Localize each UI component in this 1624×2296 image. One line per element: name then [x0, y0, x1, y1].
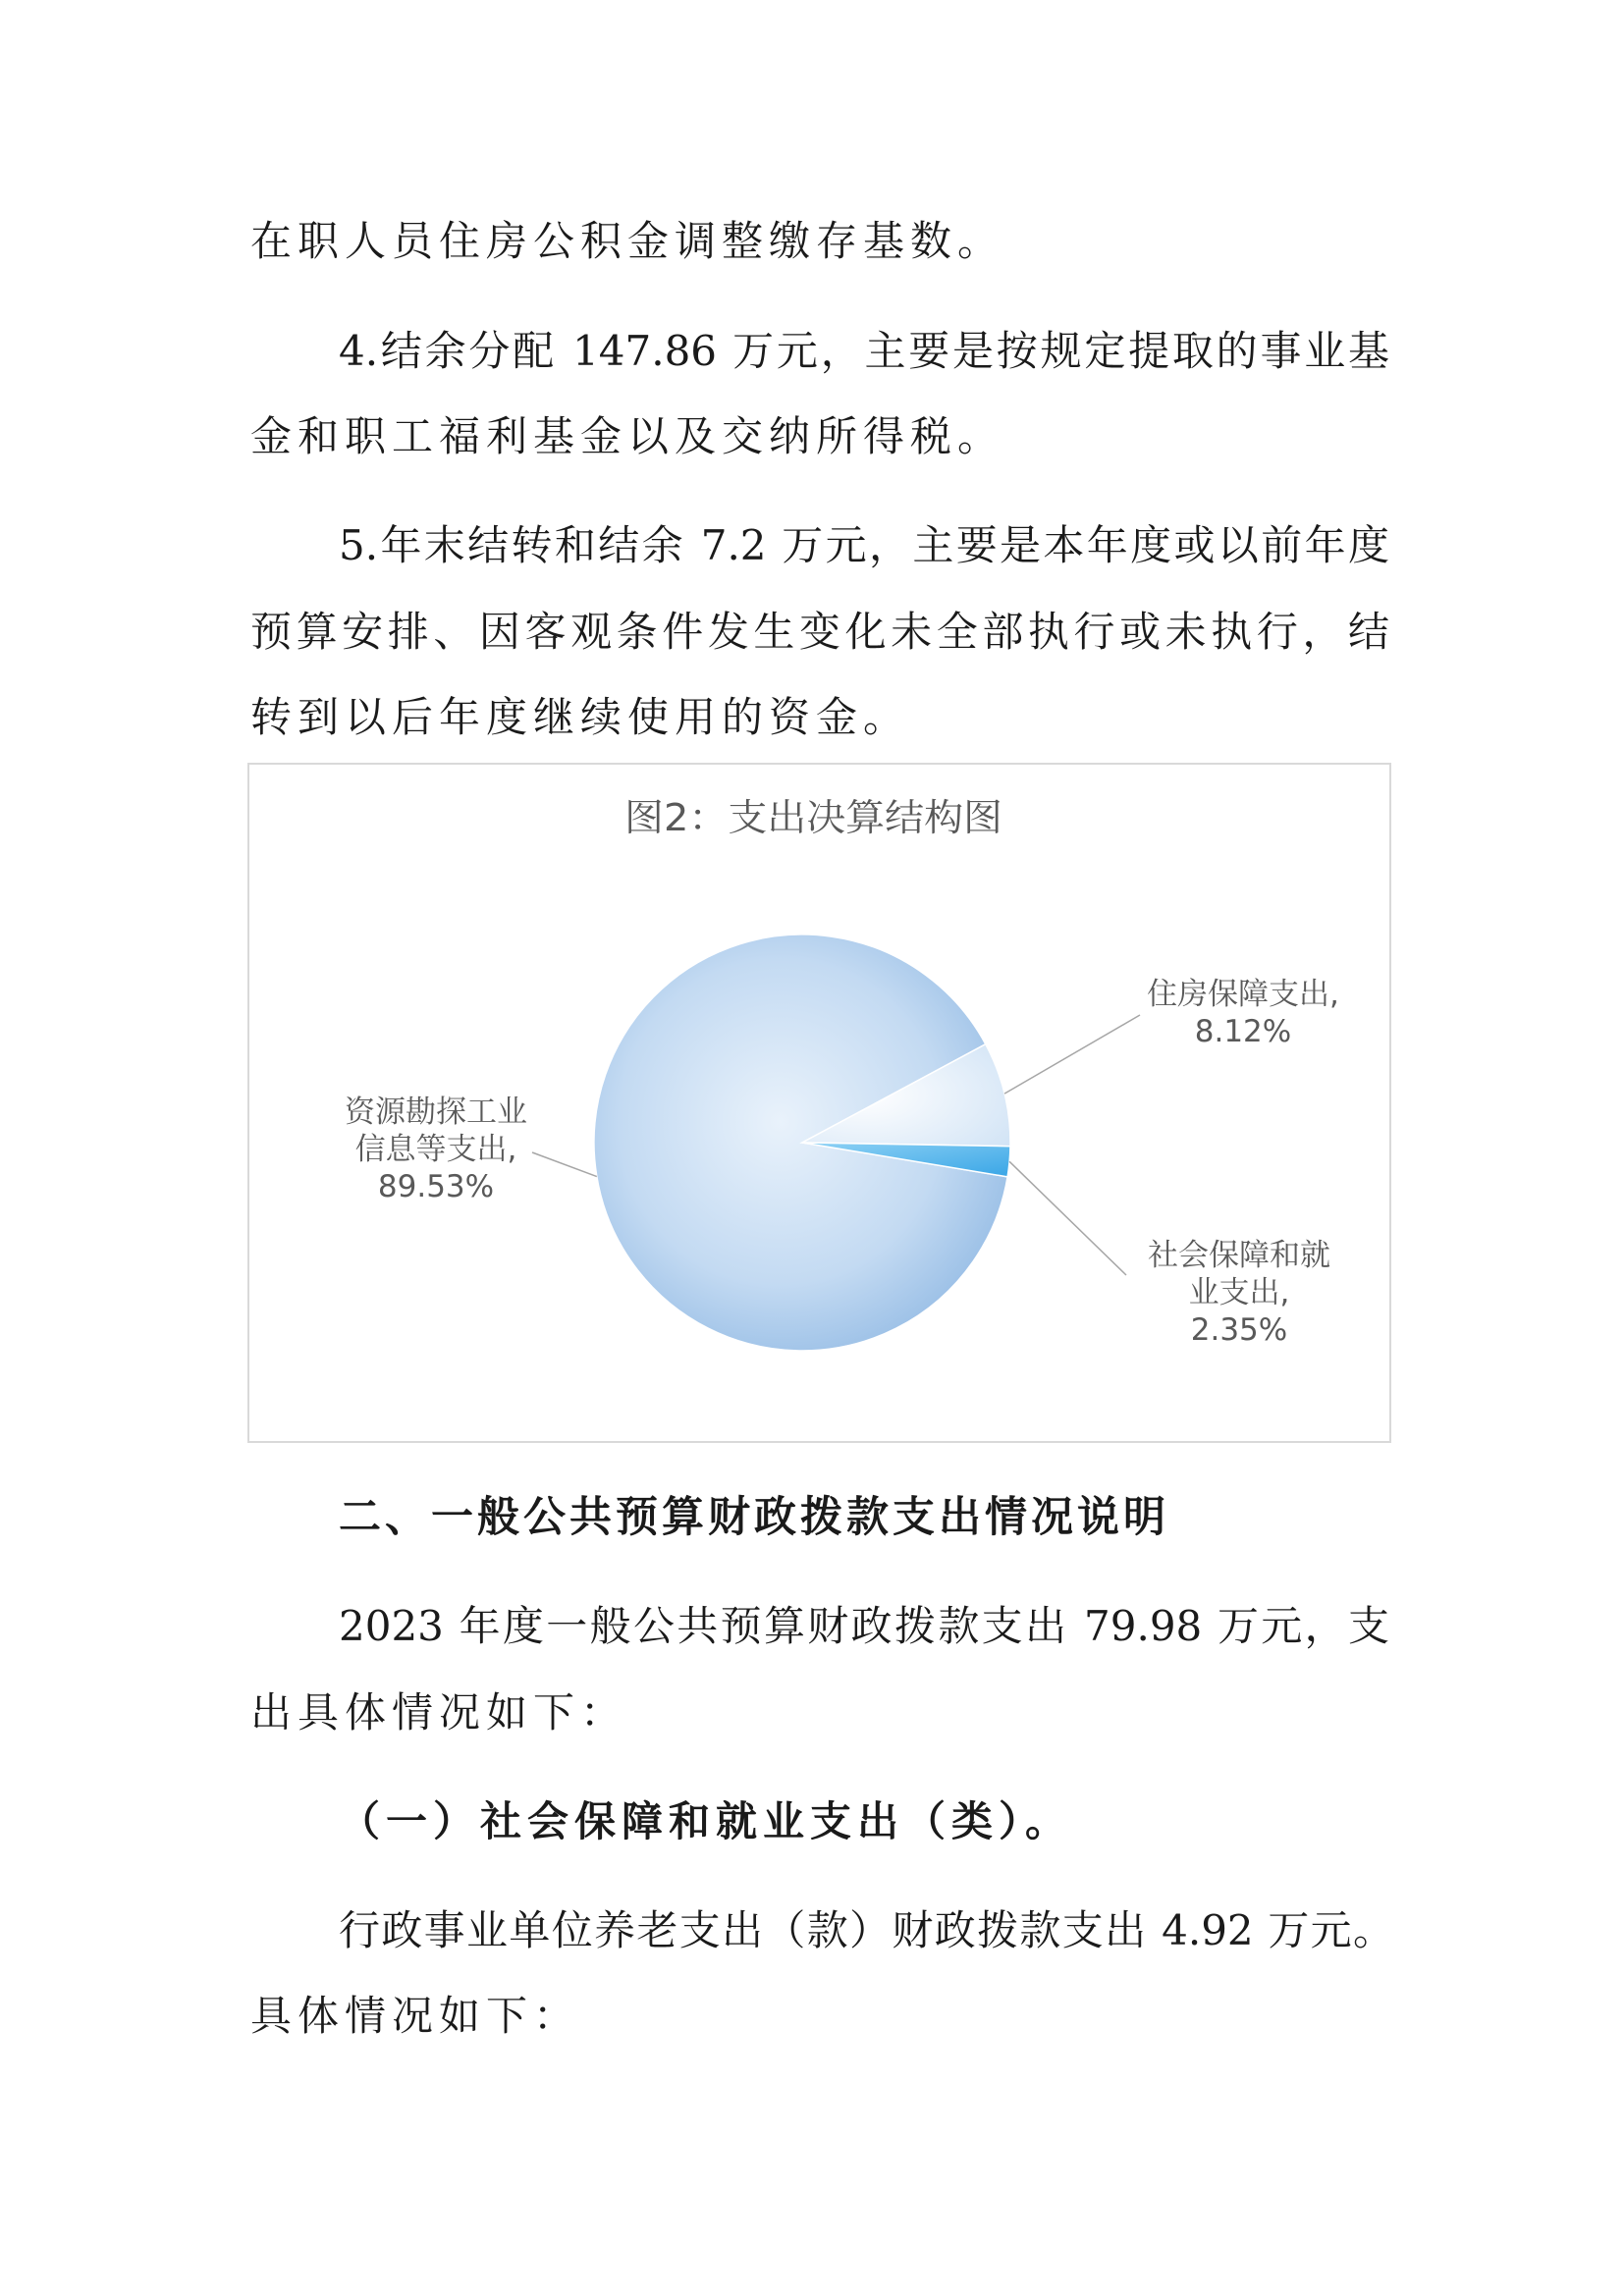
section-heading: 二、一般公共预算财政拨款支出情况说明 — [339, 1493, 1169, 1542]
paragraph-line: 5.年末结转和结余 7.2 万元，主要是本年度或以前年度 — [339, 521, 1389, 569]
slice-label-social-line2: 业支出, — [1188, 1275, 1290, 1310]
paragraph-line: 2023 年度一般公共预算财政拨款支出 79.98 万元，支 — [339, 1602, 1389, 1650]
slice-label-social-line1: 社会保障和就 — [1148, 1238, 1330, 1273]
slice-label-resource-line2: 信息等支出, — [354, 1132, 517, 1167]
paragraph-line: 预算安排、因客观条件发生变化未全部执行或未执行，结 — [250, 608, 1389, 656]
leader-line-resource — [532, 1152, 597, 1177]
paragraph-line: 具体情况如下： — [250, 1992, 581, 2040]
paragraph-line: 出具体情况如下： — [250, 1688, 628, 1736]
paragraph-line: 4.结余分配 147.86 万元，主要是按规定提取的事业基 — [339, 327, 1389, 375]
slice-label-resource-percent: 89.53% — [377, 1169, 495, 1204]
slice-label-housing-line1: 住房保障支出, — [1147, 977, 1339, 1012]
paragraph-line: 行政事业单位养老支出（款）财政拨款支出 4.92 万元。 — [339, 1906, 1394, 1954]
slice-label-social-percent: 2.35% — [1190, 1312, 1288, 1348]
paragraph-line: 金和职工福利基金以及交纳所得税。 — [250, 412, 1005, 460]
paragraph-line: 转到以后年度继续使用的资金。 — [250, 693, 911, 741]
subsection-heading: （一）社会保障和就业支出（类）。 — [339, 1797, 1073, 1845]
pie-chart-svg — [249, 765, 1393, 1445]
chart-title: 图2：支出决算结构图 — [624, 796, 1002, 839]
slice-label-resource-line1: 资源勘探工业 — [345, 1095, 527, 1130]
pie-slices — [594, 934, 1010, 1351]
leader-line-social — [1009, 1161, 1126, 1275]
leader-line-housing — [1004, 1015, 1140, 1094]
slice-label-housing-percent: 8.12% — [1194, 1014, 1292, 1049]
paragraph-line: 在职人员住房公积金调整缴存基数。 — [250, 217, 1005, 265]
expenditure-pie-chart — [247, 763, 1391, 1443]
